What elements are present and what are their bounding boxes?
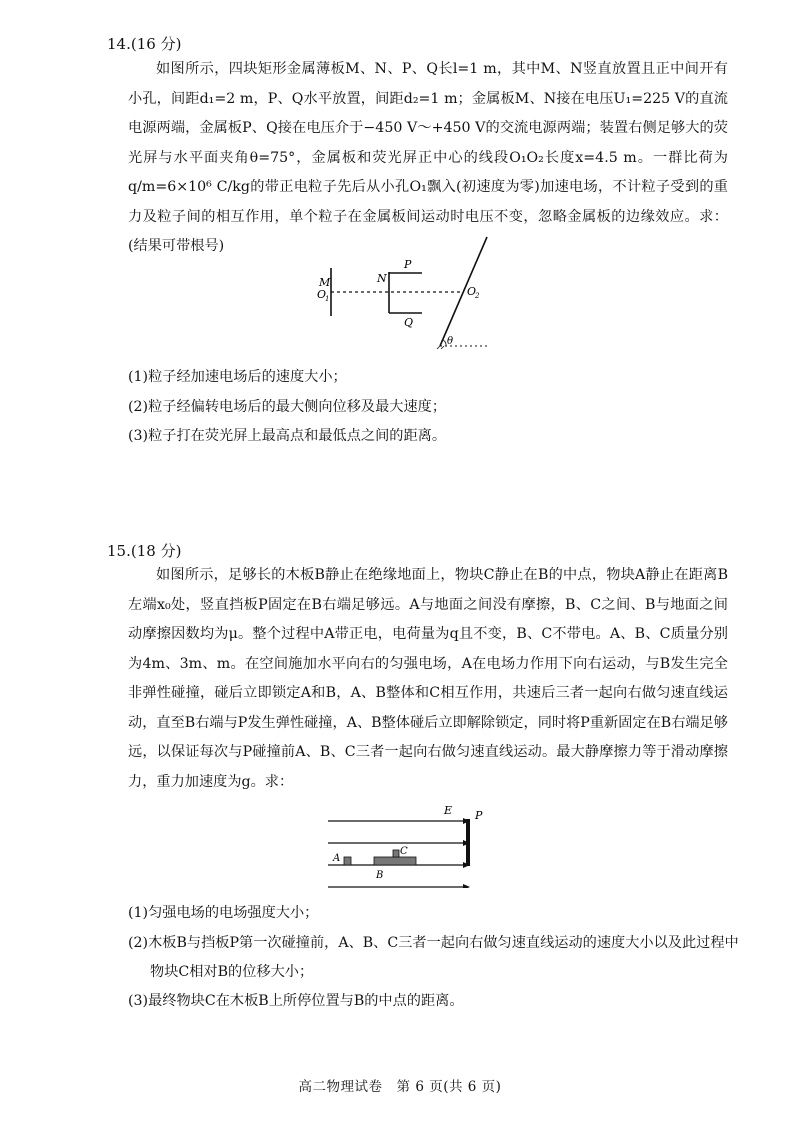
q15-sub2: (2)木板B与挡板P第一次碰撞前，A、B、C三者一起向右做匀速直线运动的速度大小以及此过程中: [128, 935, 739, 951]
q14-number: 14.: [107, 35, 131, 53]
label-n: N: [377, 272, 387, 285]
label-o1-sub: 1: [325, 295, 330, 303]
q15-points: (18 分): [130, 542, 182, 560]
q14-header: [107, 33, 181, 54]
q14-stem: 如图所示，四块矩形金属薄板M、N、P、Q长l=1 m，其中M、N竖直放置且正中间开有小孔，间距d₁=2 m，P、Q水平放置，间距d₂=1 m；金属板M、N接在电压U₁=225 V的直流电源两端，金属板P、Q接在电压介于−450 V～+450 V的交流电源两端；装置右侧足够大的荧光屏与水平面夹角θ=75°，金属板和荧光屏正中心的线段O₁O₂长度x=4.5 m。一群比荷为q/m=6×10⁶ C/kg的带正电粒子先后从小孔O₁飘入(初速度为零)加速电场，不计粒子受到的重力及粒子间的相互作用，单个粒子在金属板间运动时电压不变，忽略金属板的边缘效应。求：(结果可带根号): [128, 61, 728, 254]
page-footer: 高二物理试卷 第 6 页(共 6 页): [298, 1079, 502, 1095]
q15-figure: [320, 800, 495, 888]
q14-figure: [300, 228, 500, 356]
q14-sub3: (3)粒子打在荧光屏上最高点和最低点之间的距离。: [128, 428, 447, 444]
q14-sub1: (1)粒子经加速电场后的速度大小；: [128, 369, 347, 385]
label-b: B: [376, 870, 384, 881]
label-theta: θ: [447, 336, 454, 347]
q15-sub3: (3)最终物块C在木板B上所停位置与B的中点的距离。: [128, 993, 464, 1009]
q15-number: 15.: [107, 542, 131, 560]
label-m: M: [319, 276, 331, 289]
theta-arc: [443, 340, 446, 346]
label-o2: O: [467, 285, 477, 298]
label-o1: O: [317, 288, 327, 301]
block-c: [393, 850, 399, 857]
label-p: P: [404, 258, 412, 271]
barrier-p: [466, 819, 470, 866]
label-c: C: [400, 846, 408, 857]
q15-sub2-cont: 物块C相对B的位移大小；: [150, 964, 314, 980]
board-b: [374, 857, 416, 865]
label-q: Q: [404, 316, 414, 329]
q14-sub2: (2)粒子经偏转电场后的最大侧向位移及最大速度；: [128, 399, 447, 415]
q15-sub1: (1)匀强电场的电场强度大小；: [128, 905, 319, 921]
q15-stem: 如图所示，足够长的木板B静止在绝缘地面上，物块C静止在B的中点，物块A静止在距离B左端x₀处，竖直挡板P固定在B右端足够远。A与地面之间没有摩擦，B、C之间、B与地面之间动摩擦因数均为μ。整个过程中A带正电，电荷量为q且不变，B、C不带电。A、B、C质量分别为4m、3m、m。在空间施加水平向右的匀强电场，A在电场力作用下向右运动，与B发生完全非弹性碰撞，碰后立即锁定A和B，A、B整体和C相互作用，共速后三者一起向右做匀速直线运动，直至B右端与P发生弹性碰撞，A、B整体碰后立即解除锁定，同时将P重新固定在B右端足够远，以保证每次与P碰撞前A、B、C三者一起向右做匀速直线运动。最大静摩擦力等于滑动摩擦力，重力加速度为g。求：: [128, 567, 728, 790]
label-p: P: [475, 809, 483, 822]
label-e: E: [444, 804, 453, 817]
block-a: [344, 857, 351, 865]
q14-points: (16 分): [130, 35, 182, 53]
label-a: A: [333, 853, 341, 864]
q15-header: [107, 540, 181, 561]
label-o2-sub: 2: [475, 292, 480, 300]
